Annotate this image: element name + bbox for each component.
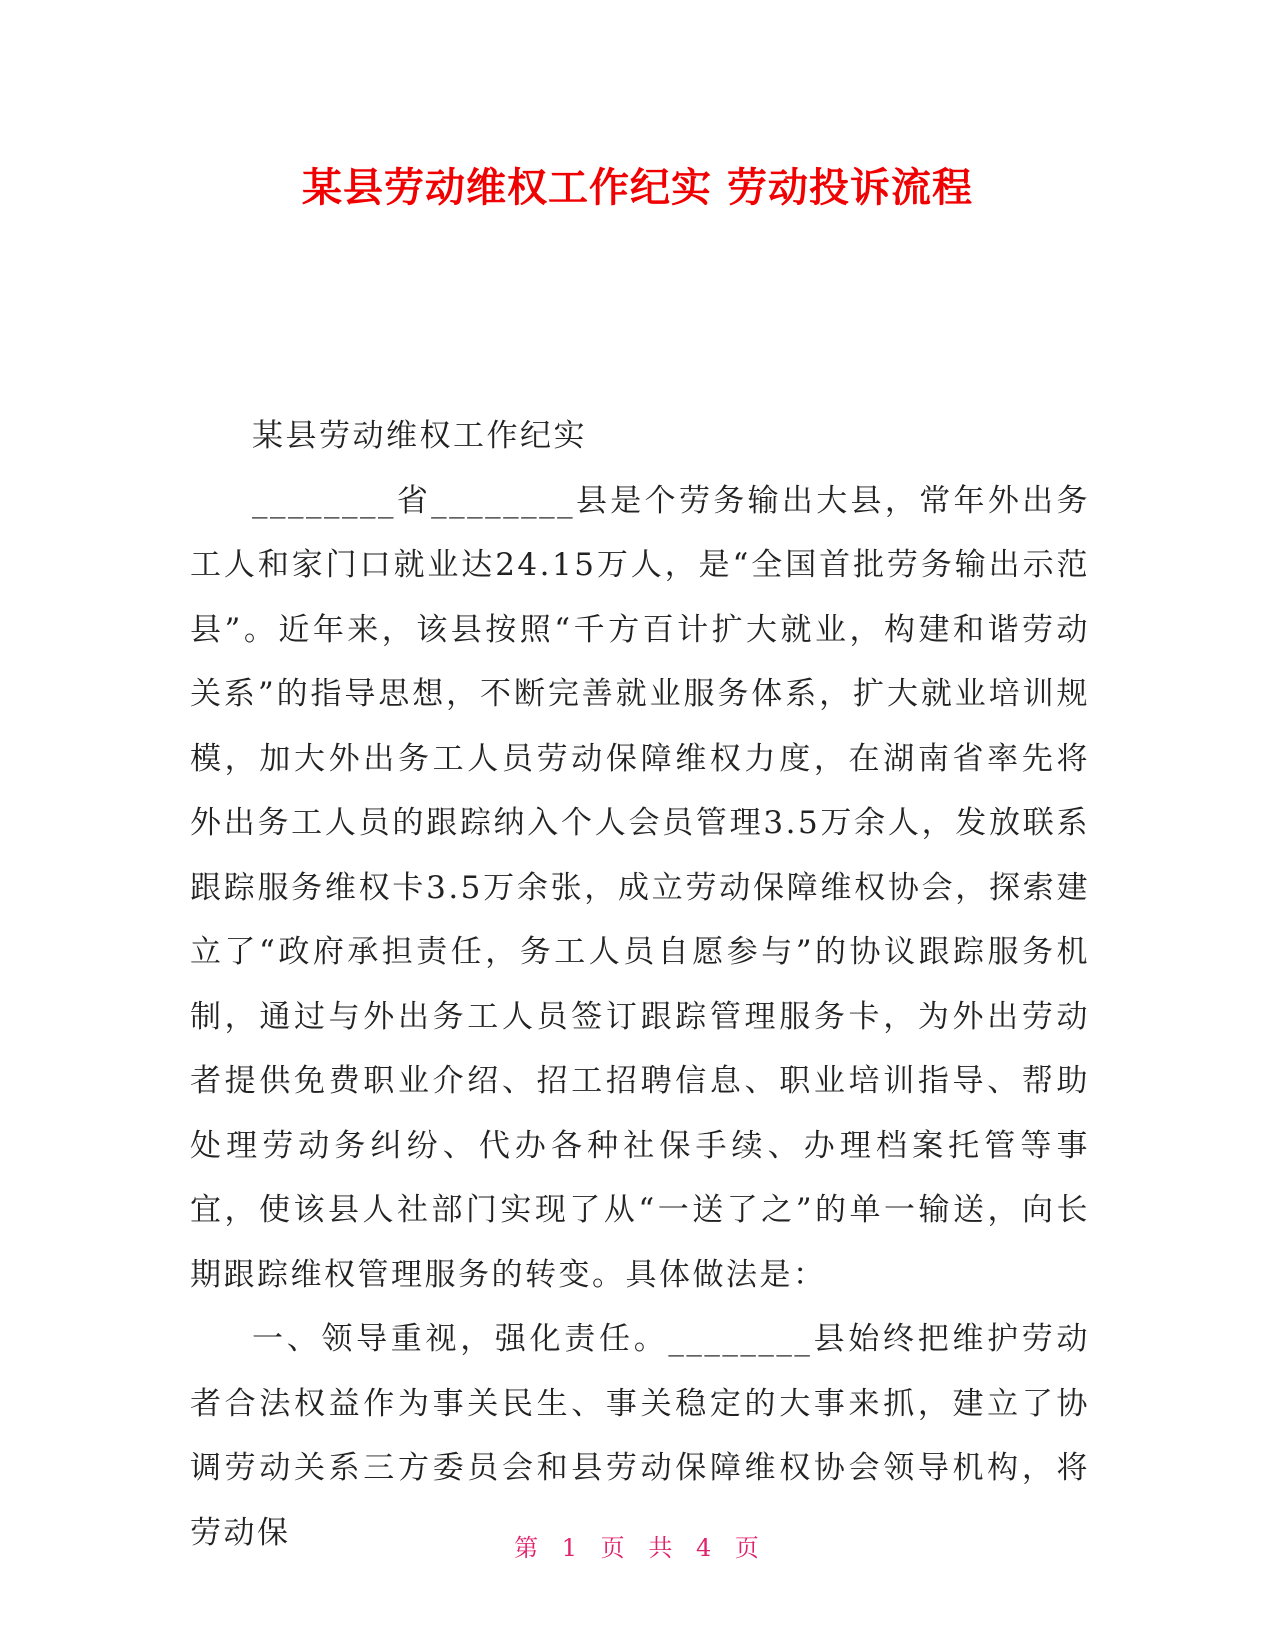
footer-page-unit: 页 — [600, 1534, 627, 1562]
paragraph-section-one: 一、领导重视，强化责任。________县始终把维护劳动者合法权益作为事关民生、事关稳定的大事来抓，建立了协调劳动关系三方委员会和县劳动保障维权协会领导机构，将劳动保 — [190, 1321, 1090, 1551]
footer-total-unit: 页 — [734, 1534, 761, 1562]
footer-total-pages: 4 — [695, 1534, 714, 1562]
paragraph-heading: 某县劳动维权工作纪实 — [252, 418, 587, 454]
paragraph-intro: ________省________县是个劳务输出大县，常年外出务工人和家门口就业达24.15万人，是“全国首批劳务输出示范县”。近年来，该县按照“千方百计扩大就业，构建和谐劳动关系”的指导思想，不断完善就业服务体系，扩大就业培训规模，加大外出务工人员劳动保障维权力度，在湖南省率先将外出务工人员的跟踪纳入个人会员管理3.5万余人，发放联系跟踪服务维权卡3.5万余张，成立劳动保障维权协会，探索建立了“政府承担责任，务工人员自愿参与”的协议跟踪服务机制，通过与外出务工人员签订跟踪管理服务卡，为外出劳动者提供免费职业介绍、招工招聘信息、职业培训指导、帮助处理劳动务纠纷、代办各种社保手续、办理档案托管等事宜，使该县人社部门实现了从“一送了之”的单一输送，向长期跟踪维权管理服务的转变。具体做法是： — [190, 482, 1090, 1293]
page-footer — [0, 1528, 1275, 1563]
footer-prefix: 第 — [514, 1534, 541, 1562]
footer-total-prefix: 共 — [648, 1534, 675, 1562]
footer-current-page: 1 — [561, 1534, 580, 1562]
document-body — [190, 404, 1090, 1565]
document-title: 某县劳动维权工作纪实 劳动投诉流程 — [302, 165, 973, 211]
